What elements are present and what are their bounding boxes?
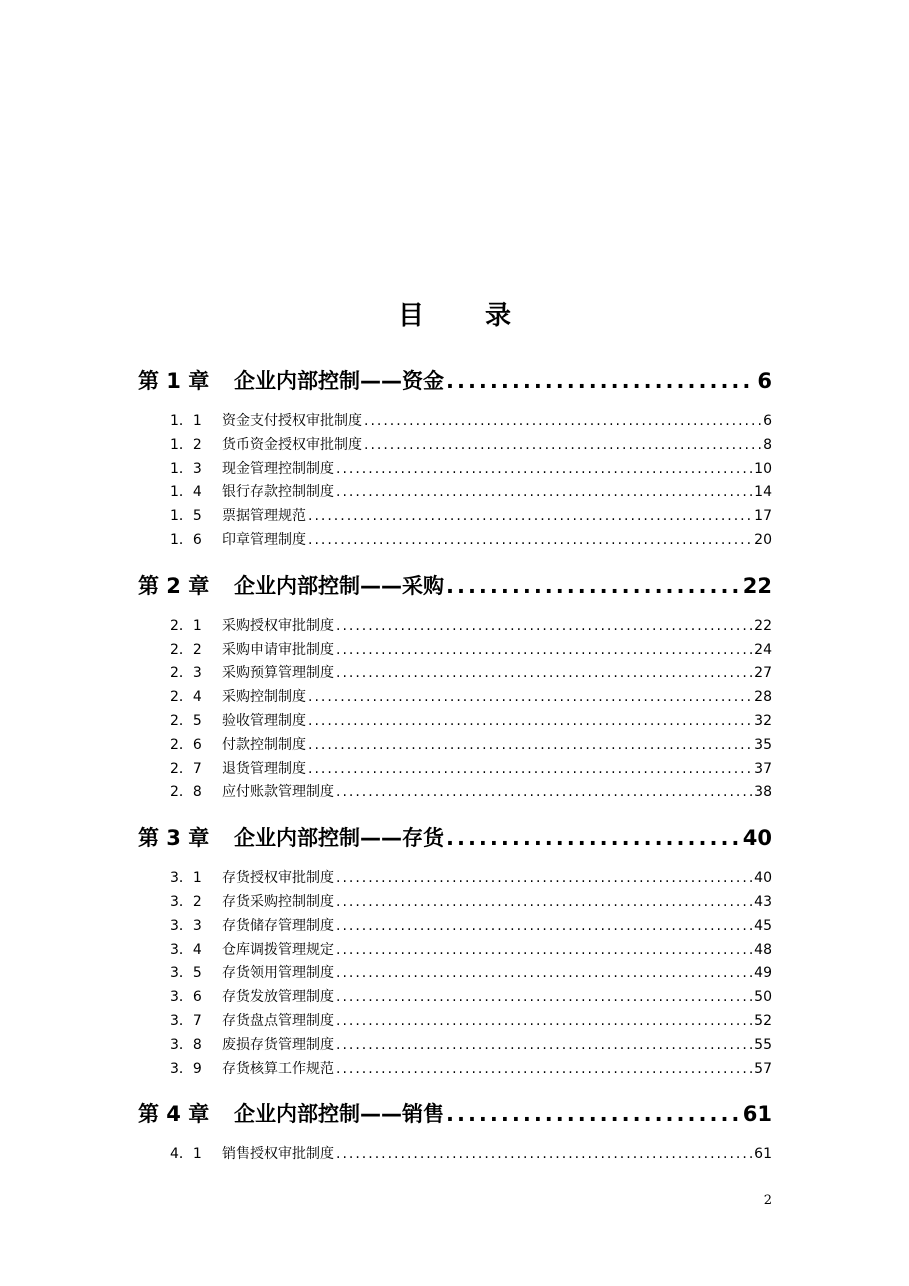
section-title: 仓库调拨管理规定	[222, 941, 334, 958]
dot-leader	[308, 505, 752, 529]
toc-section-entry[interactable]	[138, 891, 772, 915]
chapter-number: 第 4 章	[138, 1102, 210, 1127]
toc-section-entry[interactable]	[138, 710, 772, 734]
toc-section-entry[interactable]	[138, 867, 772, 891]
dot-leader	[336, 867, 752, 891]
toc-section-entry[interactable]	[138, 639, 772, 663]
section-page: 27	[754, 665, 772, 682]
section-page: 43	[754, 893, 772, 910]
section-title: 存货储存管理制度	[222, 917, 334, 934]
section-page: 61	[754, 1146, 772, 1163]
toc-section-entry[interactable]	[138, 1143, 772, 1167]
section-title: 存货领用管理制度	[222, 965, 334, 982]
section-page: 14	[754, 484, 772, 501]
section-number: 3．3	[170, 917, 202, 934]
dot-leader	[336, 1058, 752, 1082]
toc-chapter-entry[interactable]	[138, 567, 772, 605]
toc-section-list	[138, 615, 772, 805]
section-page: 45	[754, 917, 772, 934]
section-title: 采购授权审批制度	[222, 617, 334, 634]
toc-section-entry[interactable]	[138, 434, 772, 458]
dot-leader	[308, 529, 752, 553]
dot-leader	[336, 1034, 752, 1058]
table-of-contents	[138, 362, 772, 1181]
dot-leader	[446, 1095, 741, 1133]
toc-section-entry[interactable]	[138, 662, 772, 686]
toc-section-list	[138, 1143, 772, 1167]
chapter-number: 第 2 章	[138, 573, 210, 598]
page-number: 2	[763, 1193, 772, 1208]
chapter-page: 22	[742, 573, 772, 598]
section-number: 3．4	[170, 941, 202, 958]
section-number: 1．6	[170, 531, 202, 548]
section-number: 2．1	[170, 617, 202, 634]
section-number: 2．4	[170, 689, 202, 706]
section-page: 50	[754, 989, 772, 1006]
dot-leader	[336, 781, 752, 805]
dot-leader	[364, 434, 761, 458]
section-title: 应付账款管理制度	[222, 784, 334, 801]
toc-section-entry[interactable]	[138, 962, 772, 986]
toc-section-entry[interactable]	[138, 410, 772, 434]
chapter-title: 企业内部控制——存货	[234, 826, 444, 851]
section-title: 存货核算工作规范	[222, 1060, 334, 1077]
section-title: 销售授权审批制度	[222, 1146, 334, 1163]
section-page: 38	[754, 784, 772, 801]
toc-section-entry[interactable]	[138, 915, 772, 939]
chapter-title: 企业内部控制——销售	[234, 1102, 444, 1127]
toc-section-entry[interactable]	[138, 986, 772, 1010]
section-page: 57	[754, 1060, 772, 1077]
section-number: 2．6	[170, 736, 202, 753]
section-title: 存货采购控制制度	[222, 893, 334, 910]
toc-section-entry[interactable]	[138, 1034, 772, 1058]
section-title: 现金管理控制制度	[222, 460, 334, 477]
section-title: 采购申请审批制度	[222, 641, 334, 658]
dot-leader	[336, 962, 752, 986]
dot-leader	[308, 686, 752, 710]
section-number: 3．8	[170, 1036, 202, 1053]
toc-chapter-entry[interactable]	[138, 362, 772, 400]
section-page: 35	[754, 736, 772, 753]
toc-section-entry[interactable]	[138, 734, 772, 758]
dot-leader	[336, 481, 752, 505]
section-title: 银行存款控制制度	[222, 484, 334, 501]
section-title: 采购控制制度	[222, 689, 306, 706]
section-title: 资金支付授权审批制度	[222, 413, 362, 429]
section-number: 3．9	[170, 1060, 202, 1077]
dot-leader	[336, 662, 752, 686]
toc-section-entry[interactable]	[138, 529, 772, 553]
dot-leader	[336, 1010, 752, 1034]
chapter-number: 第 1 章	[138, 369, 210, 393]
dot-leader	[336, 615, 752, 639]
section-page: 17	[754, 508, 772, 525]
dot-leader	[336, 939, 752, 963]
dot-leader	[336, 891, 752, 915]
section-number: 2．8	[170, 784, 202, 801]
section-number: 1．4	[170, 484, 202, 501]
chapter-title: 企业内部控制——采购	[234, 573, 444, 598]
dot-leader	[364, 410, 761, 434]
dot-leader	[446, 819, 741, 857]
section-page: 28	[754, 689, 772, 706]
dot-leader	[336, 986, 752, 1010]
chapter-page: 61	[742, 1102, 772, 1127]
section-page: 24	[754, 641, 772, 658]
toc-chapter-entry[interactable]	[138, 819, 772, 857]
section-title: 存货发放管理制度	[222, 989, 334, 1006]
section-page: 8	[763, 436, 772, 453]
section-page: 6	[763, 413, 772, 429]
toc-section-entry[interactable]	[138, 481, 772, 505]
toc-section-entry[interactable]	[138, 458, 772, 482]
section-number: 2．2	[170, 641, 202, 658]
section-title: 退货管理制度	[222, 760, 306, 777]
toc-section-entry[interactable]	[138, 505, 772, 529]
toc-section-entry[interactable]	[138, 939, 772, 963]
dot-leader	[308, 710, 752, 734]
section-page: 22	[754, 617, 772, 634]
section-number: 1．2	[170, 436, 202, 453]
section-page: 10	[754, 460, 772, 477]
toc-section-entry[interactable]	[138, 781, 772, 805]
toc-section-entry[interactable]	[138, 1058, 772, 1082]
chapter-page: 40	[742, 826, 772, 851]
chapter-number: 第 3 章	[138, 826, 210, 851]
section-title: 存货授权审批制度	[222, 870, 334, 887]
dot-leader	[308, 758, 752, 782]
section-page: 37	[754, 760, 772, 777]
section-page: 20	[754, 531, 772, 548]
toc-section-entry[interactable]	[138, 758, 772, 782]
chapter-page: 6	[757, 369, 772, 393]
section-title: 验收管理制度	[222, 712, 306, 729]
section-number: 1．3	[170, 460, 202, 477]
toc-section-entry[interactable]	[138, 615, 772, 639]
section-title: 付款控制制度	[222, 736, 306, 753]
toc-section-list	[138, 867, 772, 1081]
section-number: 3．6	[170, 989, 202, 1006]
section-number: 1．5	[170, 508, 202, 525]
section-number: 4．1	[170, 1146, 202, 1163]
section-page: 40	[754, 870, 772, 887]
toc-section-entry[interactable]	[138, 1010, 772, 1034]
section-page: 48	[754, 941, 772, 958]
dot-leader	[446, 362, 755, 400]
toc-chapter-entry[interactable]	[138, 1095, 772, 1133]
section-number: 3．5	[170, 965, 202, 982]
section-number: 3．2	[170, 893, 202, 910]
section-number: 2．5	[170, 712, 202, 729]
dot-leader	[336, 1143, 752, 1167]
section-title: 采购预算管理制度	[222, 665, 334, 682]
section-title: 废损存货管理制度	[222, 1036, 334, 1053]
section-page: 32	[754, 712, 772, 729]
section-title: 货币资金授权审批制度	[222, 436, 362, 453]
section-number: 3．7	[170, 1012, 202, 1029]
dot-leader	[446, 567, 741, 605]
dot-leader	[308, 734, 752, 758]
section-number: 2．3	[170, 665, 202, 682]
dot-leader	[336, 639, 752, 663]
section-title: 票据管理规范	[222, 508, 306, 525]
section-number: 3．1	[170, 870, 202, 887]
section-page: 49	[754, 965, 772, 982]
chapter-title: 企业内部控制——资金	[234, 369, 444, 393]
section-number: 1．1	[170, 413, 202, 429]
page-title: 目 录	[397, 301, 538, 331]
dot-leader	[336, 458, 752, 482]
section-title: 存货盘点管理制度	[222, 1012, 334, 1029]
section-number: 2．7	[170, 760, 202, 777]
dot-leader	[336, 915, 752, 939]
toc-section-entry[interactable]	[138, 686, 772, 710]
section-page: 55	[754, 1036, 772, 1053]
section-title: 印章管理制度	[222, 531, 306, 548]
toc-section-list	[138, 410, 772, 553]
section-page: 52	[754, 1012, 772, 1029]
